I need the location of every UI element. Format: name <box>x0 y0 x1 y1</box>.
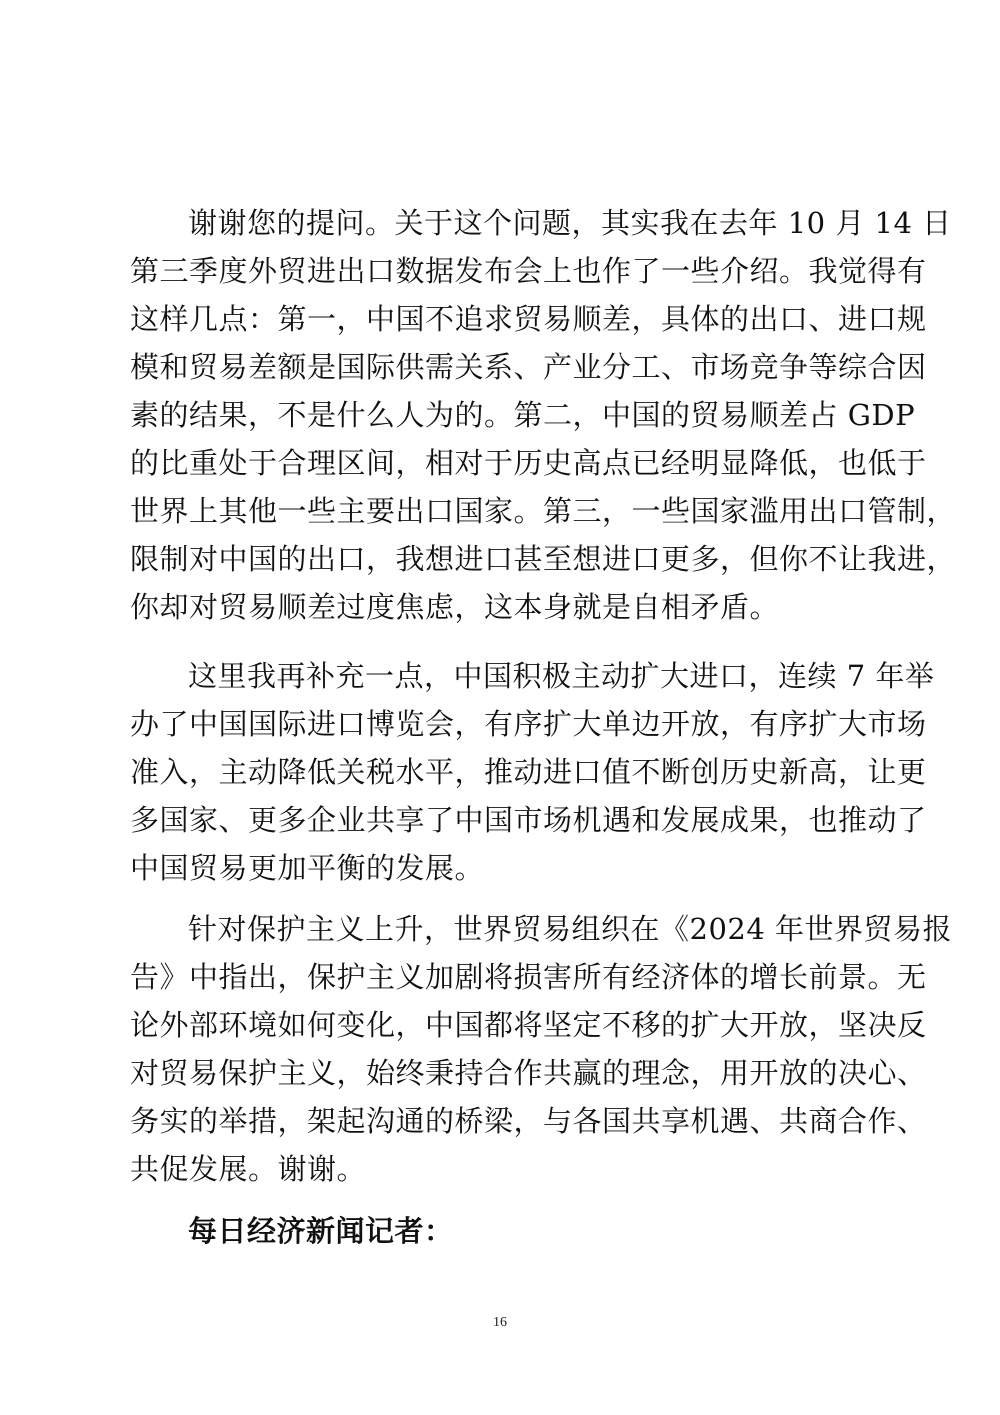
paragraph-3-line-2: 告》中指出，保护主义加剧将损害所有经济体的增长前景。无 <box>130 960 927 994</box>
paragraph-1-line-4: 模和贸易差额是国际供需关系、产业分工、市场竞争等综合因 <box>130 350 927 384</box>
speaker-heading: 每日经济新闻记者： <box>188 1214 454 1248</box>
paragraph-1-line-9: 你却对贸易顺差过度焦虑，这本身就是自相矛盾。 <box>130 590 780 624</box>
paragraph-2-line-3: 准入，主动降低关税水平，推动进口值不断创历史新高，让更 <box>130 755 927 789</box>
paragraph-1-line-8: 限制对中国的出口，我想进口甚至想进口更多，但你不让我进， <box>130 542 957 576</box>
paragraph-3-line-4: 对贸易保护主义，始终秉持合作共赢的理念，用开放的决心、 <box>130 1056 927 1090</box>
paragraph-2-line-5: 中国贸易更加平衡的发展。 <box>130 851 485 885</box>
page-number: 16 <box>493 1315 507 1330</box>
paragraph-2-line-4: 多国家、更多企业共享了中国市场机遇和发展成果，也推动了 <box>130 803 927 837</box>
paragraph-1-line-3: 这样几点：第一，中国不追求贸易顺差，具体的出口、进口规 <box>130 302 927 336</box>
paragraph-1-line-6: 的比重处于合理区间，相对于历史高点已经明显降低，也低于 <box>130 446 927 480</box>
paragraph-3-line-6: 共促发展。谢谢。 <box>130 1152 367 1186</box>
paragraph-2-line-1: 这里我再补充一点，中国积极主动扩大进口，连续 7 年举 <box>188 659 935 693</box>
paragraph-3-line-5: 务实的举措，架起沟通的桥梁，与各国共享机遇、共商合作、 <box>130 1104 927 1138</box>
paragraph-3-line-3: 论外部环境如何变化，中国都将坚定不移的扩大开放，坚决反 <box>130 1008 927 1042</box>
paragraph-1-line-5: 素的结果，不是什么人为的。第二，中国的贸易顺差占 GDP <box>130 398 916 432</box>
paragraph-3-line-1: 针对保护主义上升，世界贸易组织在《2024 年世界贸易报 <box>188 912 953 946</box>
paragraph-1-line-2: 第三季度外贸进出口数据发布会上也作了一些介绍。我觉得有 <box>130 254 927 288</box>
paragraph-2-line-2: 办了中国国际进口博览会，有序扩大单边开放，有序扩大市场 <box>130 707 927 741</box>
paragraph-1-line-1: 谢谢您的提问。关于这个问题，其实我在去年 10 月 14 日 <box>188 206 952 240</box>
paragraph-1-line-7: 世界上其他一些主要出口国家。第三，一些国家滥用出口管制， <box>130 494 957 528</box>
